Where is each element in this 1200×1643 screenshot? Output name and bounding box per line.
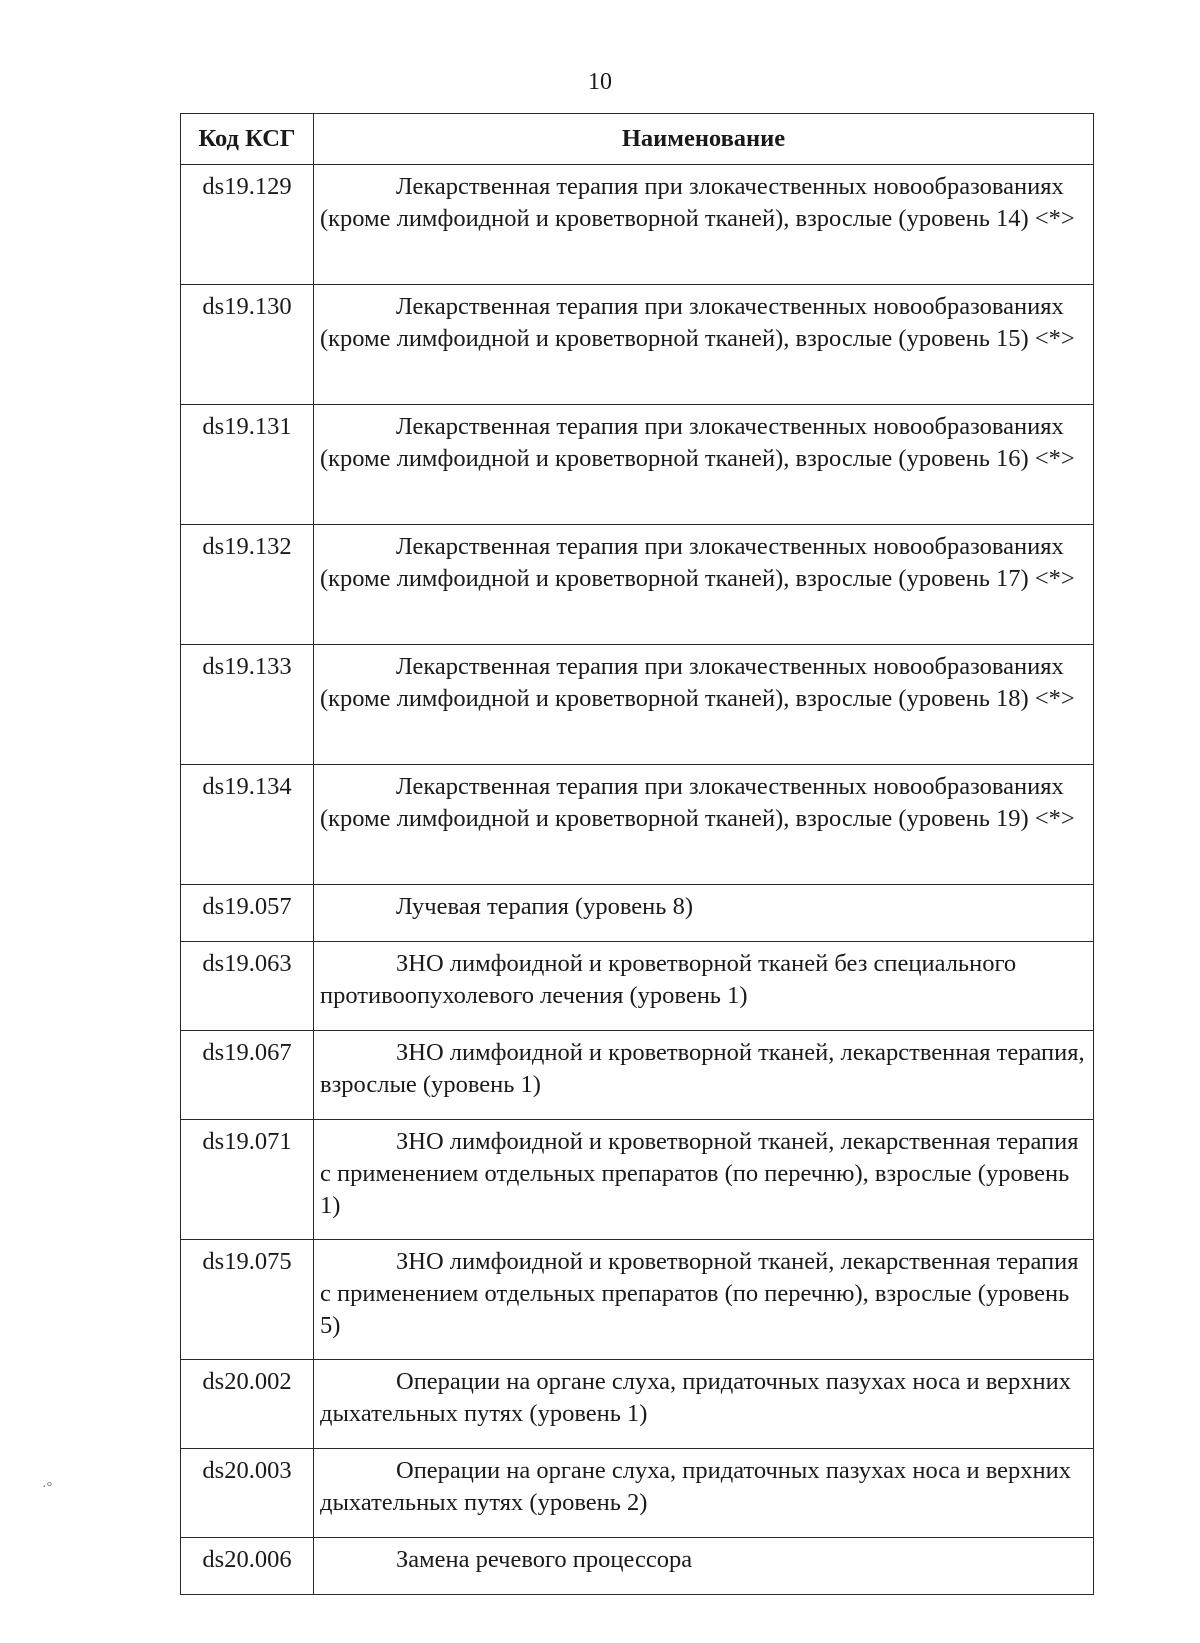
header-code: Код КСГ: [181, 114, 314, 165]
row-name: Лекарственная терапия при злокачественных новообразованиях (кроме лимфоидной и кроветворной тканей), взрослые (уровень 16) <*>: [314, 405, 1094, 525]
table-row: [181, 1538, 1094, 1595]
table-row: [181, 1031, 1094, 1120]
row-code: ds19.131: [181, 405, 314, 525]
table-row: [181, 1360, 1094, 1449]
ksg-table: [180, 113, 1094, 1595]
row-code: ds19.075: [181, 1240, 314, 1360]
row-name: ЗНО лимфоидной и кроветворной тканей без специального противоопухолевого лечения (уровень 1): [314, 942, 1094, 1031]
table-row: [181, 1449, 1094, 1538]
row-code: ds19.133: [181, 645, 314, 765]
table-row: [181, 1240, 1094, 1360]
table-row: [181, 765, 1094, 885]
table-row: [181, 1120, 1094, 1240]
header-name: Наименование: [314, 114, 1094, 165]
table-row: [181, 525, 1094, 645]
row-code: ds19.132: [181, 525, 314, 645]
row-name: ЗНО лимфоидной и кроветворной тканей, лекарственная терапия с применением отдельных препаратов (по перечню), взрослые (уровень 1): [314, 1120, 1094, 1240]
row-code: ds19.071: [181, 1120, 314, 1240]
row-code: ds19.134: [181, 765, 314, 885]
row-name: Лекарственная терапия при злокачественных новообразованиях (кроме лимфоидной и кроветворной тканей), взрослые (уровень 19) <*>: [314, 765, 1094, 885]
table-header-row: [181, 114, 1094, 165]
scan-speck: ·°: [42, 1480, 53, 1495]
row-name: Лекарственная терапия при злокачественных новообразованиях (кроме лимфоидной и кроветворной тканей), взрослые (уровень 18) <*>: [314, 645, 1094, 765]
table-row: [181, 942, 1094, 1031]
row-code: ds20.003: [181, 1449, 314, 1538]
table-row: [181, 645, 1094, 765]
row-name: Лекарственная терапия при злокачественных новообразованиях (кроме лимфоидной и кроветворной тканей), взрослые (уровень 14) <*>: [314, 165, 1094, 285]
row-code: ds20.002: [181, 1360, 314, 1449]
page-number: 10: [588, 69, 612, 95]
row-name: Операции на органе слуха, придаточных пазухах носа и верхних дыхательных путях (уровень 2): [314, 1449, 1094, 1538]
row-code: ds19.057: [181, 885, 314, 942]
row-name: Лекарственная терапия при злокачественных новообразованиях (кроме лимфоидной и кроветворной тканей), взрослые (уровень 15) <*>: [314, 285, 1094, 405]
row-name: Лекарственная терапия при злокачественных новообразованиях (кроме лимфоидной и кроветворной тканей), взрослые (уровень 17) <*>: [314, 525, 1094, 645]
row-name: Операции на органе слуха, придаточных пазухах носа и верхних дыхательных путях (уровень 1): [314, 1360, 1094, 1449]
row-name: Замена речевого процессора: [314, 1538, 1094, 1595]
row-name: Лучевая терапия (уровень 8): [314, 885, 1094, 942]
row-name: ЗНО лимфоидной и кроветворной тканей, лекарственная терапия с применением отдельных препаратов (по перечню), взрослые (уровень 5): [314, 1240, 1094, 1360]
table-row: [181, 165, 1094, 285]
row-name: ЗНО лимфоидной и кроветворной тканей, лекарственная терапия, взрослые (уровень 1): [314, 1031, 1094, 1120]
row-code: ds19.067: [181, 1031, 314, 1120]
table-row: [181, 405, 1094, 525]
table-row: [181, 285, 1094, 405]
row-code: ds19.063: [181, 942, 314, 1031]
row-code: ds20.006: [181, 1538, 314, 1595]
row-code: ds19.130: [181, 285, 314, 405]
row-code: ds19.129: [181, 165, 314, 285]
table-row: [181, 885, 1094, 942]
